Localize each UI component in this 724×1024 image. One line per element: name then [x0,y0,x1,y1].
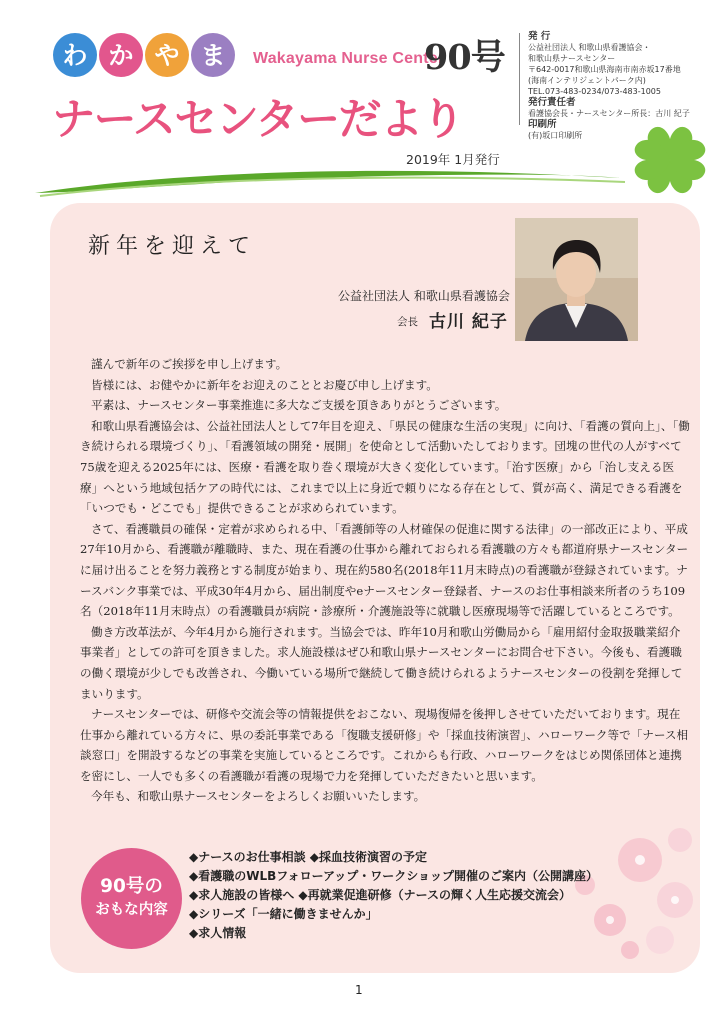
contents-badge [81,848,182,949]
article-paragraph: さて、看護職員の確保・定着が求められる中、「看護師等の人材確保の促進に関する法律」の一部改正により、平成27年10月から、看護職が離職時、また、現在看護の仕事から離れておられる看護職の方々も都道府県ナースセンターに届け出ることを努力義務とする制度が始まり、現在約580名(2018年11月末時点)の看護職が登録されています。ナースバンク事業では、平成30年4月から、届出制度やeナースセンター登録者、ナースのお仕事相談来所者のうち109名（2018年11月末時点）の看護職員が病院・診療所・介護施設等に就職し医療現場等で活躍しているところです。 [80,521,689,619]
author-photo [515,218,638,341]
issuer-line: (海南インテリジェントパーク内) [528,76,646,85]
subtitle-english: Wakayama Nurse Center [253,50,445,67]
article-paragraph: 今年も、和歌山県ナースセンターをよろしくお願いいたします。 [91,789,426,804]
publisher-divider [519,33,520,125]
article-paragraph: 働き方改革法が、今年4月から施行されます。当協会では、昨年10月和歌山労働局から「雇用紹付金取扱職業紹介事業者」としての許可を頂きました。求人施設様はぜひ和歌山県ナースセンターにお問合せ下さい。今後も、看護職の働く環境が少しでも改善され、今働いている場所で継続して働き続けられるようナースセンターの役割を発揮してまいります。 [80,624,683,701]
logo-circles [53,33,235,77]
contents-list [189,848,598,943]
article-paragraph: 謹んで新年のご挨拶を申し上げます。 [91,357,288,371]
issuer-line: TEL.073-483-0234/073-483-1005 [528,87,661,96]
newsletter-title: ナースセンターだより [52,95,464,145]
author-role: 会長 [397,316,418,328]
contents-item: ◆ナースのお仕事相談 ◆採血技術演習の予定 [189,850,428,864]
article-paragraph: 平素は、ナースセンター事業推進に多大なご支援を頂きありがとうございます。 [91,398,507,413]
issuer-line: 公益社団法人 和歌山県看護協会・ [528,43,651,52]
author-organization: 公益社団法人 和歌山県看護協会 [338,289,510,303]
article-paragraph: 和歌山県看護協会は、公益社団法人として7年目を迎え、「県民の健康な生活の実現」に向け、「看護の質向上」、「働き続けられる環境づくり」、「看護領域の開発・展開」を使命として活動いたしております。団塊の世代の人がすべて75歳を迎える2025年には、医療・看護を取り巻く環境が大きく変化しています。「治す医療」から「治し支える医療」へという地域包括ケアの時代には、これまで以上に身近で頼りになる存在として、質が高く、満足できる看護を「いつでも・どこでも」提供できることが求められています。 [80,418,690,516]
contents-item: ◆求人施設の皆様へ ◆再就業促進研修（ナースの輝く人生応援交流会） [189,888,572,902]
page-number: 1 [355,983,363,997]
editor-line: 看護協会長・ナースセンター所長：古川 紀子 [528,109,690,118]
issue-date: 2019年 1月発行 [406,152,500,167]
issuer-heading: 発 行 [528,31,551,42]
logo-circle-ma: ま [191,33,235,77]
author-name: 古川 紀子 [429,312,508,332]
contents-item: ◆看護職のWLBフォローアップ・ワークショップ開催のご案内（公開講座） [189,869,598,883]
contents-item: ◆求人情報 [189,926,247,940]
badge-line1: 90号の [100,876,163,897]
contents-item: ◆シリーズ「一緒に働きませんか」 [189,907,378,921]
printer-heading: 印刷所 [528,119,557,130]
logo-circle-ya: や [145,33,189,77]
issuer-line: 和歌山県ナースセンター [528,54,616,63]
article-paragraph: ナースセンターでは、研修や交流会等の情報提供をおこない、現場復帰を後押しさせていただいております。現在仕事から離れている方々に、県の委託事業である「復職支援研修」や「採血技術演習」、ハローワーク等で「ナース相談窓口」を開設するなどの事業を実施しているところです。これからも行政、ハローワークをはじめ関係団体と連携を密にし、一人でも多くの看護職が看護の現場で力を発揮していただきたいと思います。 [80,707,689,783]
badge-line2: おもな内容 [95,902,168,918]
logo-circle-ka: か [99,33,143,77]
logo-circle-wa: わ [53,33,97,77]
issue-number: 90号 [424,37,505,78]
issuer-line: 〒642-0017和歌山県海南市南赤坂17番地 [528,65,681,74]
article-body [80,354,690,807]
printer-line: (有)坂口印刷所 [528,131,583,140]
article-title: 新年を迎えて [88,234,257,259]
editor-heading: 発行責任者 [528,97,576,108]
article-paragraph: 皆様には、お健やかに新年をお迎えのこととお慶び申し上げます。 [91,377,438,392]
header-swoosh [0,160,724,200]
